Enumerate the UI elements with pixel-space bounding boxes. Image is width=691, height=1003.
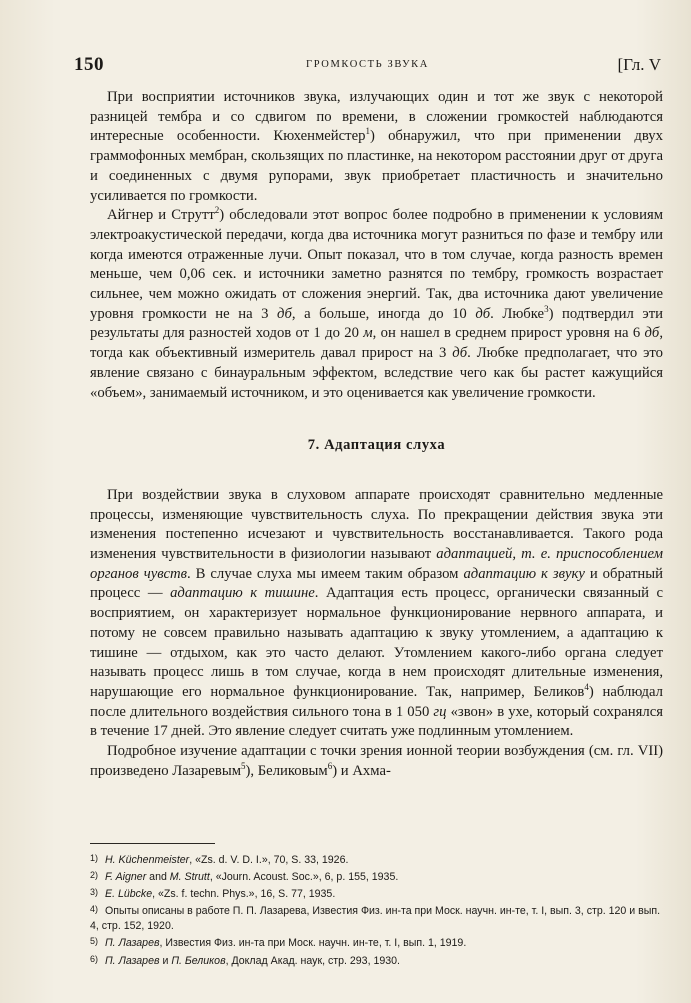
footnote-mark: 1) [90, 853, 99, 863]
italic-text: м [363, 325, 373, 342]
intro-paragraphs [90, 88, 663, 403]
text-run: , Доклад Акад. наук, стр. 293, 1930. [225, 954, 400, 967]
footnote-rule [90, 843, 215, 844]
footnote-mark: 5) [90, 936, 99, 947]
italic-text: П. Лазарев [105, 937, 160, 950]
footnote-mark: 2) [90, 870, 99, 881]
text-run: ) обнаружил, что при применении двух граммофонных мембран, скользящих по пластинке, на некотором расстоянии друг от друга и соединенных с двумя рупорами, звук приобретает пластичность и значительно усиливается по громкости. [90, 128, 663, 204]
text-run: ), Беликовым [245, 762, 328, 779]
italic-text: адаптацией, т. е. приспособлением органов чувств [90, 546, 663, 582]
section-paragraphs [90, 486, 663, 782]
paragraph [90, 486, 663, 742]
text-run: ) обследовали этот вопрос более подробно в применении к условиям электроакустической передачи, когда два источника могут разниться по фазе и тембру или когда имеются отраженные лучи. Опыт показал, что в том случае, когда разность времен меньше, чем 0,06 сек. и источники заметно разнятся по тембру, громкость возрастает сильнее, чем можно ожидать от сложения энергий. Так, два источника дают увеличение уровня громкости не на 3 [90, 207, 663, 322]
footnote-ref: 1 [365, 126, 370, 137]
page-number: 150 [74, 54, 104, 75]
text-run: При восприятии источников звука, излучающих один и тот же звук с некоторой разницей тембра и со сдвигом по времени, в сложении громкостей наблюдаются интересные особенности. Кюхенмейстер [90, 89, 663, 145]
chapter-marker: [Гл. V [617, 55, 661, 74]
text-run: , «Zs. f. techn. Phys.», 16, S. 77, 1935. [152, 888, 336, 901]
text-run: and [146, 871, 170, 884]
italic-text: дб [475, 305, 491, 322]
text-run: Айгнер и Струтт [107, 207, 215, 224]
italic-text: П. Лазарев [105, 954, 160, 967]
text-run: ) наблюдал после длительного воздействия сильного тона в 1 050 [90, 683, 663, 720]
footnote-ref: 6 [327, 760, 333, 771]
running-title: ГРОМКОСТЬ ЗВУКА [306, 59, 429, 70]
text-run: . Адаптация есть процесс, органически связанный с восприятием, он характеризует нормальное функционирование нервного аппарата, и потому не совсем правильно называть адаптацию к звуку утомлением, а адаптацию к тишине — отдыхом, как это часто делают. Утомлением какого-либо органа следует называть процесс лишь в том случае, когда в нем происходят длительные изменения, нарушающие его нормальное функционирование. Так, например, Беликов [90, 585, 663, 700]
italic-text: дб [644, 325, 660, 342]
text-run: . Любке предполагает, что это явление связано с бинауральным эффектом, вследствие чего как бы растет кажущийся «объем», занимаемый источником, и это оценивается как увеличение громкости. [90, 345, 663, 401]
footnote [90, 902, 665, 934]
italic-text: H. Küchenmeister [105, 854, 190, 866]
text-run: , тогда как объективный измеритель давал прирост на 3 [90, 325, 663, 362]
italic-text: дб [452, 345, 468, 362]
footnote [90, 885, 665, 902]
section-heading: 7. Адаптация слуха [307, 437, 446, 454]
text-run: Подробное изучение адаптации с точки зрения ионной теории возбуждения (см. гл. VII) произведено Лазаревым [90, 743, 663, 779]
italic-text: адаптацию к тишине [170, 585, 315, 602]
paragraph [90, 206, 663, 403]
text-run: При воздействии звука в слуховом аппарате происходят сравнительно медленные процессы, изменяющие чувствительность слуха. По прекращении действия звука эти изменения постепенно исчезают и чувствительность восстанавливается. Такого рода изменения чувствительности в физиологии называют [90, 486, 663, 563]
italic-text: дб [277, 305, 292, 322]
footnote-ref: 4 [584, 681, 589, 692]
text-run: , Известия Физ. ин-та при Моск. научн. ин-те, т. I, вып. 1, 1919. [159, 937, 467, 950]
italic-text: гц [433, 703, 447, 720]
text-run: «звон» в ухе, который сохранялся в течение 17 дней. Это явление следует считать уже подлинным утомлением. [90, 703, 664, 740]
footnote-mark: 6) [90, 953, 99, 964]
footnote [90, 851, 665, 868]
text-run: . В случае слуха мы имеем таким образом [186, 565, 464, 582]
paragraph [90, 742, 663, 781]
italic-text: F. Aigner [105, 871, 147, 884]
footnote-ref: 2 [214, 205, 220, 216]
text-run: , «Zs. d. V. D. I.», 70, S. 33, 1926. [189, 854, 349, 866]
italic-text: адаптацию к звуку [463, 565, 585, 582]
text-run: ) и Ахма- [332, 762, 391, 779]
footnote-ref: 5 [241, 760, 246, 771]
footnote-ref: 3 [544, 303, 549, 314]
italic-text: E. Lübcke [105, 888, 153, 901]
text-run: ) подтвердил эти результаты для разностей ходов от 1 до 20 [90, 305, 663, 342]
text-run: и обратный процесс — [90, 565, 663, 602]
footnote [90, 934, 665, 951]
footnotes [90, 851, 665, 969]
text-run: Опыты описаны в работе П. П. Лазарева, Известия Физ. ин-та при Моск. научн. ин-те, т. I, вып. 3, стр. 120 и вып. 4, стр. 152, 1920. [90, 905, 661, 933]
text-run: , «Journ. Acoust. Soc.», 6, p. 155, 1935. [209, 871, 399, 884]
footnote-mark: 3) [90, 887, 99, 898]
italic-text: M. Strutt [169, 871, 210, 884]
page-body [90, 88, 663, 782]
footnote-mark: 4) [90, 904, 99, 915]
page-header [74, 54, 661, 80]
footnote [90, 952, 665, 969]
italic-text: П. Беликов [171, 954, 226, 967]
text-run: , а больше, иногда до 10 [291, 305, 476, 322]
footnote [90, 868, 665, 885]
paragraph [90, 88, 663, 206]
text-run: , он нашел в среднем прирост уровня на 6 [372, 325, 645, 342]
text-run: . Любке [490, 305, 545, 322]
text-run: и [159, 954, 172, 967]
